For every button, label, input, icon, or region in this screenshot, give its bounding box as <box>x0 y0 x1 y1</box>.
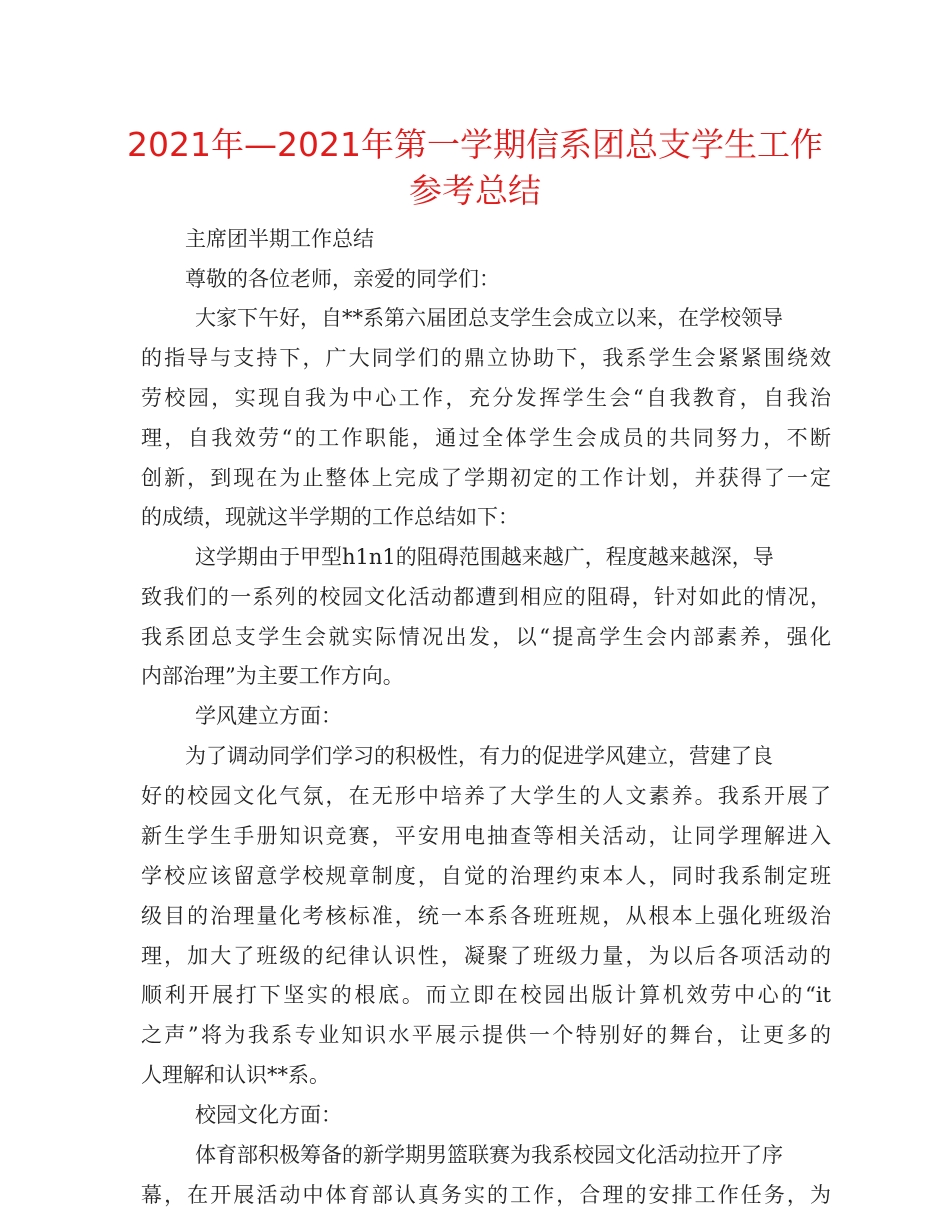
paragraph-line: 我系团总支学生会就实际情况出发，以“提高学生会内部素养，强化 <box>141 625 831 649</box>
document-title-line-1: 2021年—2021年第一学期信系团总支学生工作 <box>127 125 823 164</box>
paragraph-line: 新生学生手册知识竞赛，平安用电抽查等相关活动，让同学理解进入 <box>141 824 831 848</box>
paragraph-line: 体育部积极筹备的新学期男篮联赛为我系校园文化活动拉开了序 <box>195 1143 783 1167</box>
section-heading: 主席团半期工作总结 <box>185 227 374 251</box>
salutation: 尊敬的各位老师，亲爱的同学们： <box>185 267 500 291</box>
paragraph-line: 致我们的一系列的校园文化活动都遭到相应的阻碍，针对如此的情况， <box>141 585 831 609</box>
paragraph-line: 幕，在开展活动中体育部认真务实的工作，合理的安排工作任务，为 <box>141 1183 831 1207</box>
paragraph-line: 劳校园，实现自我为中心工作，充分发挥学生会“自我教育，自我治 <box>141 386 831 410</box>
paragraph-line: 学校应该留意学校规章制度，自觉的治理约束本人，同时我系制定班 <box>141 864 831 888</box>
paragraph-line: 内部治理”为主要工作方向。 <box>141 664 404 688</box>
paragraph-line: 理，加大了班级的纪律认识性，凝聚了班级力量，为以后各项活动的 <box>141 944 831 968</box>
paragraph-line: 人理解和认识**系。 <box>141 1063 330 1087</box>
paragraph-line: 为了调动同学们学习的积极性，有力的促进学风建立，营建了良 <box>185 744 773 768</box>
paragraph-line: 大家下午好，自**系第六届团总支学生会成立以来，在学校领导 <box>195 306 783 330</box>
document-title-line-2: 参考总结 <box>409 171 541 210</box>
paragraph-line: 这学期由于甲型h1n1的阻碍范围越来越广，程度越来越深，导 <box>195 545 774 569</box>
paragraph-line: 级目的治理量化考核标准，统一本系各班班规，从根本上强化班级治 <box>141 904 831 928</box>
paragraph-line: 理，自我效劳“的工作职能，通过全体学生会成员的共同努力，不断 <box>141 426 831 450</box>
paragraph-line: 之声”将为我系专业知识水平展示提供一个特别好的舞台，让更多的 <box>141 1023 831 1047</box>
section-heading: 学风建立方面： <box>195 704 342 728</box>
paragraph-line: 的成绩，现就这半学期的工作总结如下： <box>141 505 519 529</box>
paragraph-line: 好的校园文化气氛，在无形中培养了大学生的人文素养。我系开展了 <box>141 784 831 808</box>
paragraph-line: 的指导与支持下，广大同学们的鼎立协助下，我系学生会紧紧围绕效 <box>141 346 831 370</box>
paragraph-line: 顺利开展打下坚实的根底。而立即在校园出版计算机效劳中心的“it <box>141 983 831 1007</box>
section-heading: 校园文化方面： <box>195 1103 342 1127</box>
paragraph-line: 创新，到现在为止整体上完成了学期初定的工作计划，并获得了一定 <box>141 466 831 490</box>
